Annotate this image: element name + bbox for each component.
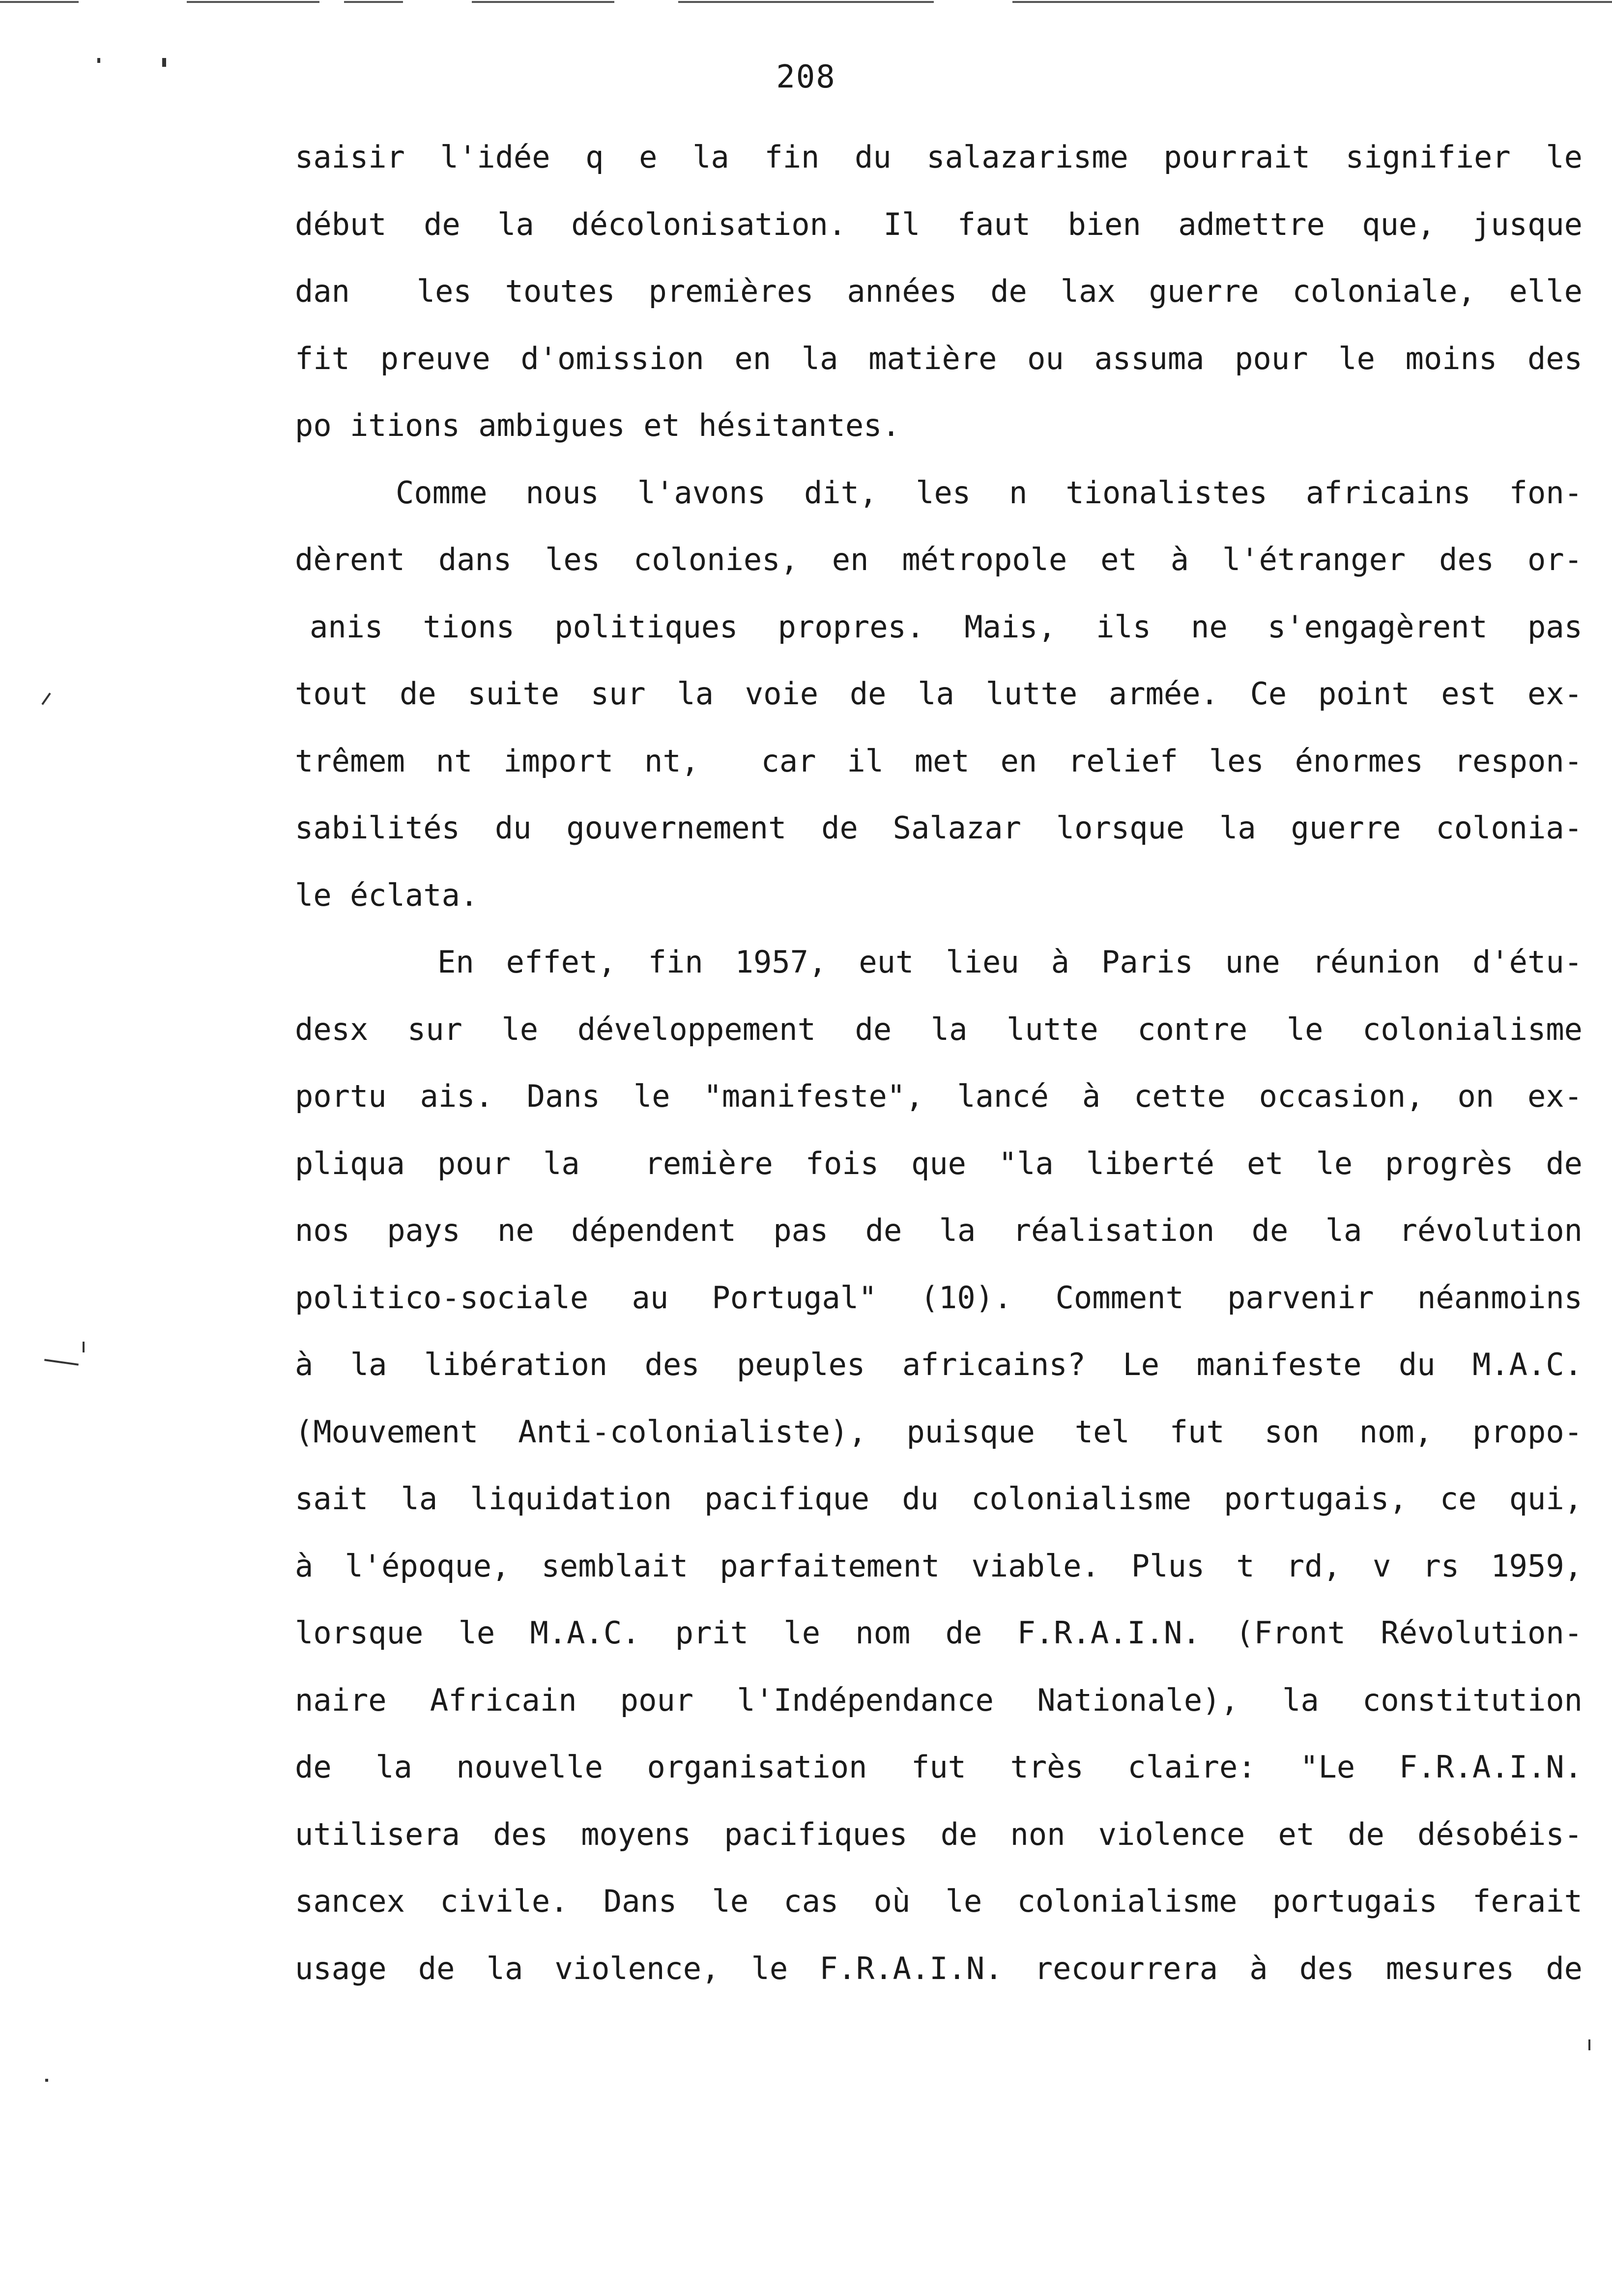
text-line: naire Africain pour l'Indépendance Nationale), la constitution (295, 1682, 1583, 1718)
text-line: sancex civile. Dans le cas où le colonialisme portugais ferait (295, 1883, 1583, 1919)
text-line: à l'époque, semblait parfaitement viable. Plus t rd, v rs 1959, (295, 1548, 1583, 1584)
text-line: à la libération des peuples africains? Le manifeste du M.A.C. (295, 1347, 1583, 1382)
text-line: nos pays ne dépendent pas de la réalisation de la révolution (295, 1212, 1583, 1248)
margin-tick-mid-left (83, 1342, 85, 1352)
text-line: pliqua pour la remière fois que "la liberté et le progrès de (295, 1145, 1583, 1181)
margin-curve-mark (44, 1359, 79, 1366)
text-line: tout de suite sur la voie de la lutte armée. Ce point est ex- (295, 676, 1583, 712)
text-line: Comme nous l'avons dit, les n tionalistes africains fon- (396, 474, 1583, 511)
text-line: de la nouvelle organisation fut très claire: "Le F.R.A.I.N. (295, 1749, 1583, 1785)
top-edge-rules (0, 0, 1612, 6)
text-line: le éclata. (295, 877, 479, 913)
text-line: sait la liquidation pacifique du colonialisme portugais, ce qui, (295, 1481, 1583, 1517)
text-line: usage de la violence, le F.R.A.I.N. recourrera à des mesures de (295, 1950, 1583, 1986)
text-line: saisir l'idée q e la fin du salazarisme pourrait signifier le (295, 139, 1583, 175)
text-line: fit preuve d'omission en la matière ou assuma pour le moins des (295, 340, 1583, 376)
text-line: (Mouvement Anti-colonialiste), puisque tel fut son nom, propo- (295, 1413, 1583, 1450)
body-text (295, 124, 1583, 2002)
text-line: anis tions politiques propres. Mais, ils ne s'engagèrent pas (310, 608, 1583, 645)
text-line: trêmem nt import nt, car il met en relief les énormes respon- (295, 743, 1583, 779)
text-line: En effet, fin 1957, eut lieu à Paris une réunion d'étu- (437, 944, 1583, 980)
text-line: portu ais. Dans le "manifeste", lancé à cette occasion, on ex- (295, 1078, 1583, 1114)
text-line: sabilités du gouvernement de Salazar lorsque la guerre colonia- (295, 810, 1583, 846)
text-line: desx sur le développement de la lutte contre le colonialisme (295, 1011, 1583, 1047)
text-line: dèrent dans les colonies, en métropole et à l'étranger des or- (295, 542, 1583, 577)
text-line: dan les toutes premières années de lax guerre coloniale, elle (295, 273, 1583, 309)
margin-tick-top-left-2 (162, 58, 166, 67)
text-line: lorsque le M.A.C. prit le nom de F.R.A.I.N. (Front Révolution- (295, 1615, 1583, 1651)
text-line: po itions ambigues et hésitantes. (295, 407, 900, 443)
margin-dot-bottom-left (45, 2079, 48, 2082)
page-number: 208 (776, 59, 836, 95)
margin-slash-mark (41, 692, 51, 705)
text-line: politico-sociale au Portugal" (10). Comment parvenir néanmoins (295, 1279, 1583, 1316)
text-line: début de la décolonisation. Il faut bien admettre que, jusque (295, 206, 1583, 242)
margin-tick-top-left (97, 58, 100, 63)
margin-tick-bottom-right (1588, 2039, 1590, 2050)
text-line: utilisera des moyens pacifiques de non violence et de désobéis- (295, 1816, 1583, 1852)
